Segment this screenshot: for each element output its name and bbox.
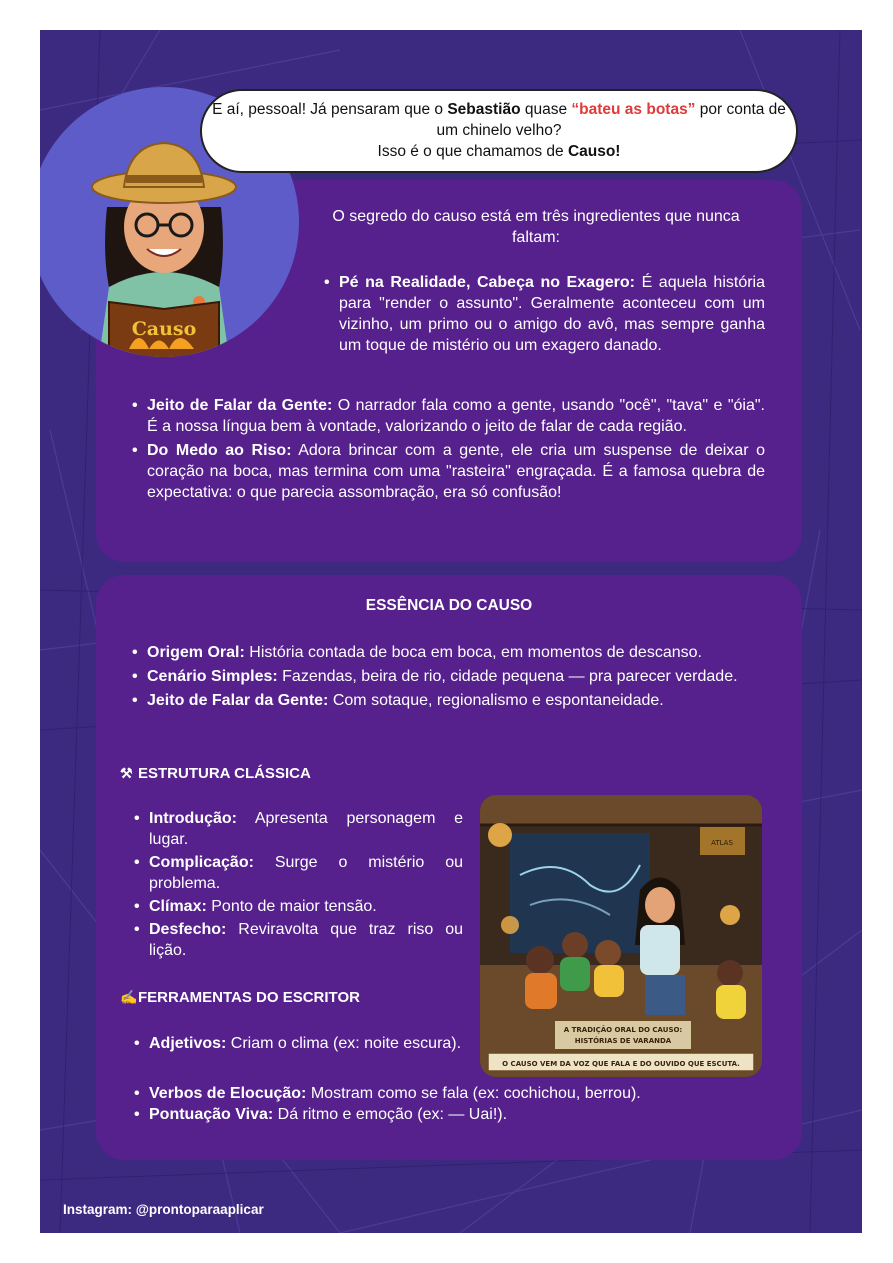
item-title: Jeito de Falar da Gente:: [147, 397, 333, 414]
ingredients-list: [339, 272, 765, 356]
ingredients-list-lower: [147, 395, 765, 506]
sign-line: A TRADIÇÃO ORAL DO CAUSO:: [563, 1026, 683, 1034]
item-text: Adora brincar com a gente, ele cria um suspense de deixar o coração na boca, mas termina com uma "rasteira" engraçada. É a famosa quebra de expectativa: o que parecia assombração, era só confusão!: [147, 442, 766, 501]
tools-heading: ✍FERRAMENTAS DO ESCRITOR: [120, 989, 360, 1006]
structure-list: [149, 808, 463, 963]
tools-list-lower: [149, 1083, 789, 1125]
list-item: • Pontuação Viva: Dá ritmo e emoção (ex: — Uai!).: [149, 1104, 789, 1125]
list-item: • Jeito de Falar da Gente: Com sotaque, regionalismo e espontaneidade.: [147, 690, 765, 711]
tools-list: [149, 1033, 463, 1054]
item-title: Do Medo ao Riso:: [147, 442, 292, 459]
list-item: • Adjetivos: Criam o clima (ex: noite escura).: [149, 1033, 463, 1054]
list-item: [147, 395, 765, 437]
structure-heading: ⚒ ESTRUTURA CLÁSSICA: [120, 765, 311, 782]
banner-text: O CAUSO VEM DA VOZ QUE FALA E DO OUVIDO QUE ESCUTA.: [502, 1060, 740, 1068]
book-label: Causo: [131, 318, 197, 340]
item-text: É aquela história para "render o assunto". Geralmente aconteceu com um vizinho, um primo ou o amigo do avô, mas sempre ganha um toque de mistério ou um exagero danado.: [339, 274, 765, 354]
list-item: [339, 272, 765, 356]
atlas-book-label: ATLAS: [711, 839, 733, 847]
poster: [40, 30, 862, 1233]
list-item: • Verbos de Elocução: Mostram como se fala (ex: cochichou, berrou).: [149, 1083, 789, 1104]
list-item: [147, 440, 765, 503]
list-item: • Clímax: Ponto de maior tensão.: [149, 896, 463, 917]
list-item: • Cenário Simples: Fazendas, beira de rio, cidade pequena — pra parecer verdade.: [147, 666, 765, 687]
bubble-line-1: E aí, pessoal! Já pensaram que o Sebastião quase “bateu as botas” por conta de um chinelo velho?: [212, 101, 786, 139]
list-item: • Origem Oral: História contada de boca em boca, em momentos de descanso.: [147, 642, 765, 663]
writing-hand-icon: ✍: [120, 989, 138, 1005]
essence-card: [96, 575, 802, 1160]
item-text: O narrador fala como a gente, usando "ocê", "tava" e "óia". É a nossa língua bem à vontade, valorizando o jeito de falar de cada região.: [147, 397, 765, 435]
list-item: • Desfecho: Reviravolta que traz riso ou lição.: [149, 919, 463, 961]
essence-title: ESSÊNCIA DO CAUSO: [365, 597, 533, 614]
tools-icon: ⚒: [120, 765, 133, 781]
item-title: Pé na Realidade, Cabeça no Exagero:: [339, 274, 636, 291]
porch-storytelling-illustration: [480, 795, 762, 1077]
speech-bubble: [200, 89, 798, 173]
sign-line: HISTÓRIAS DE VARANDA: [574, 1037, 672, 1045]
instagram-handle: Instagram: @prontoparaaplicar: [63, 1202, 264, 1217]
card-intro: O segredo do causo está em três ingredientes que nunca faltam:: [332, 208, 740, 246]
bubble-line-2: Isso é o que chamamos de Causo!: [377, 143, 621, 160]
list-item: • Complicação: Surge o mistério ou problema.: [149, 852, 463, 894]
list-item: • Introdução: Apresenta personagem e lugar.: [149, 808, 463, 850]
essence-list: [147, 642, 765, 714]
